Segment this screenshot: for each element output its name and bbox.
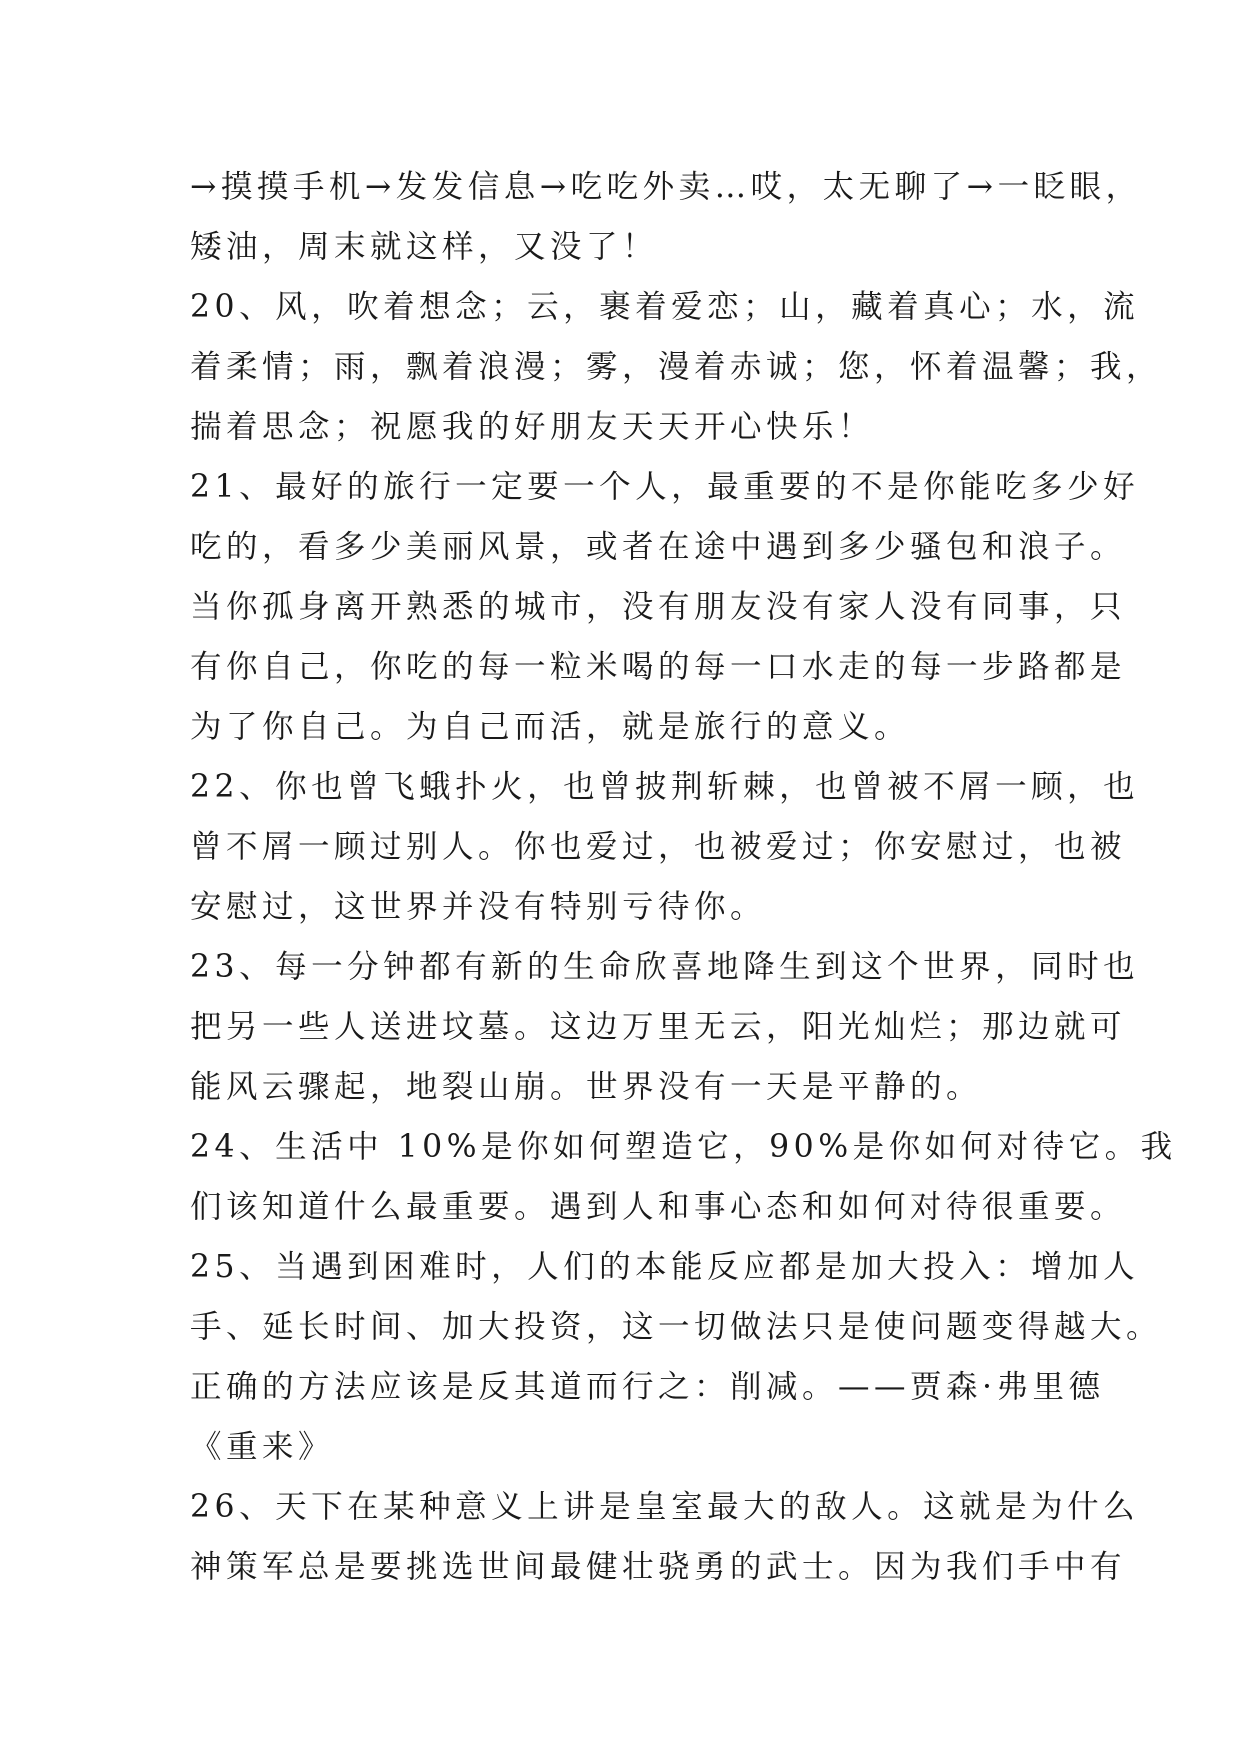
body-text	[190, 157, 1177, 1597]
text-line: 着柔情；雨，飘着浪漫；雾，漫着赤诚；您，怀着温馨；我，	[190, 349, 1163, 385]
text-line: 们该知道什么最重要。遇到人和事心态和如何对待很重要。	[190, 1189, 1127, 1225]
text-line: 25、当遇到困难时，人们的本能反应都是加大投入：增加人	[190, 1249, 1140, 1285]
text-line: 手、延长时间、加大投资，这一切做法只是使问题变得越大。	[190, 1309, 1163, 1345]
text-line: 能风云骤起，地裂山崩。世界没有一天是平静的。	[190, 1069, 983, 1105]
text-line: 矮油，周末就这样，又没了！	[190, 229, 659, 265]
text-line: 曾不屑一顾过别人。你也爱过，也被爱过；你安慰过，也被	[190, 829, 1127, 865]
text-line: 22、你也曾飞蛾扑火，也曾披荆斩棘，也曾被不屑一顾，也	[190, 769, 1140, 805]
text-line: 正确的方法应该是反其道而行之：削减。——贾森·弗里德	[190, 1369, 1105, 1405]
text-line: 神策军总是要挑选世间最健壮骁勇的武士。因为我们手中有	[190, 1549, 1127, 1585]
text-line: 《重来》	[190, 1429, 335, 1465]
text-line: 有你自己，你吃的每一粒米喝的每一口水走的每一步路都是	[190, 649, 1127, 685]
text-line: 揣着思念；祝愿我的好朋友天天开心快乐！	[190, 409, 875, 445]
text-line: 26、天下在某种意义上讲是皇室最大的敌人。这就是为什么	[190, 1489, 1140, 1525]
text-line: 把另一些人送进坟墓。这边万里无云，阳光灿烂；那边就可	[190, 1009, 1127, 1045]
text-line: 21、最好的旅行一定要一个人，最重要的不是你能吃多少好	[190, 469, 1140, 505]
text-line: 当你孤身离开熟悉的城市，没有朋友没有家人没有同事，只	[190, 589, 1127, 625]
text-line: 吃的，看多少美丽风景，或者在途中遇到多少骚包和浪子。	[190, 529, 1127, 565]
text-line: 24、生活中 10%是你如何塑造它，90%是你如何对待它。我	[190, 1129, 1177, 1165]
text-line: 安慰过，这世界并没有特别亏待你。	[190, 889, 767, 925]
text-line: 23、每一分钟都有新的生命欣喜地降生到这个世界，同时也	[190, 949, 1140, 985]
text-line: 20、风，吹着想念；云，裹着爱恋；山，藏着真心；水，流	[190, 289, 1140, 325]
text-line: →摸摸手机→发发信息→吃吃外卖…哎，太无聊了→一眨眼，	[190, 169, 1142, 205]
text-line: 为了你自己。为自己而活，就是旅行的意义。	[190, 709, 911, 745]
